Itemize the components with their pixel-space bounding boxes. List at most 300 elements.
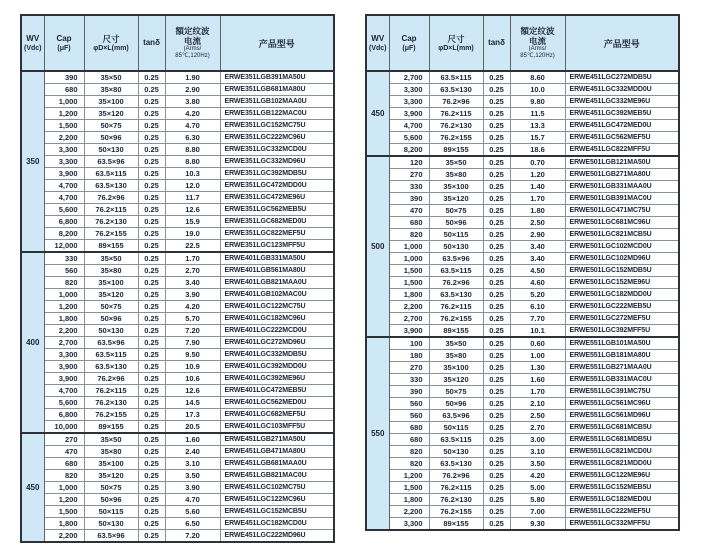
table-row bbox=[366, 108, 679, 120]
ripple-value: 7.70 bbox=[510, 313, 565, 325]
part-number: ERWE451LGB271MA50U bbox=[220, 433, 334, 446]
size-value: 35×100 bbox=[429, 362, 483, 374]
part-number: ERWE351LGC822MEF5U bbox=[220, 228, 334, 240]
table-row bbox=[366, 253, 679, 265]
ripple-value: 10.9 bbox=[165, 361, 220, 373]
table-row bbox=[366, 156, 679, 169]
size-value: 63.5×96 bbox=[84, 156, 138, 168]
col-header-wv-label: WV bbox=[26, 33, 40, 43]
tand-value: 0.25 bbox=[138, 204, 165, 216]
table-row bbox=[366, 205, 679, 217]
part-number: ERWE451LGC332ME96U bbox=[565, 96, 679, 108]
cap-value: 2,700 bbox=[389, 71, 429, 84]
cap-value: 3,900 bbox=[44, 373, 84, 385]
col-header-wv-unit: (Vdc) bbox=[24, 44, 42, 52]
part-number: ERWE501LGC222MEB5U bbox=[565, 301, 679, 313]
part-number: ERWE551LGC821MDD0U bbox=[565, 458, 679, 470]
cap-value: 470 bbox=[44, 446, 84, 458]
size-value: 76.2×155 bbox=[84, 409, 138, 421]
table-row bbox=[21, 265, 334, 277]
ripple-value: 7.90 bbox=[165, 337, 220, 349]
part-number: ERWE551LGC561MD96U bbox=[565, 410, 679, 422]
part-number: ERWE501LGC152MDB5U bbox=[565, 265, 679, 277]
size-value: 76.2×96 bbox=[429, 470, 483, 482]
ripple-value: 12.6 bbox=[165, 204, 220, 216]
size-value: 76.2×96 bbox=[84, 373, 138, 385]
ripple-value: 2.90 bbox=[510, 229, 565, 241]
cap-value: 1,000 bbox=[389, 253, 429, 265]
tand-value: 0.25 bbox=[483, 506, 510, 518]
cap-value: 820 bbox=[389, 229, 429, 241]
tand-value: 0.25 bbox=[483, 108, 510, 120]
part-number: ERWE401LGC182MC96U bbox=[220, 313, 334, 325]
table-row bbox=[21, 192, 334, 204]
ripple-value: 15.9 bbox=[165, 216, 220, 228]
part-number: ERWE351LGC332MCD0U bbox=[220, 144, 334, 156]
size-value: 76.2×130 bbox=[429, 120, 483, 132]
size-value: 76.2×155 bbox=[429, 132, 483, 144]
tand-value: 0.25 bbox=[483, 374, 510, 386]
col-header-cap-label: Cap bbox=[401, 33, 417, 43]
cap-value: 1,500 bbox=[44, 120, 84, 132]
tand-value: 0.25 bbox=[138, 192, 165, 204]
part-number: ERWE351LGC123MFF5U bbox=[220, 240, 334, 253]
col-header-size bbox=[84, 15, 138, 71]
size-value: 63.5×130 bbox=[429, 289, 483, 301]
col-header-ripple-unit2: 85℃,120Hz) bbox=[175, 53, 210, 59]
tand-value: 0.25 bbox=[483, 253, 510, 265]
tand-value: 0.25 bbox=[483, 301, 510, 313]
table-row bbox=[366, 446, 679, 458]
part-number: ERWE401LGC122MC75U bbox=[220, 301, 334, 313]
tand-value: 0.25 bbox=[138, 156, 165, 168]
col-header-cap bbox=[44, 15, 84, 71]
cap-value: 470 bbox=[389, 205, 429, 217]
table-row bbox=[366, 193, 679, 205]
col-header-wv-unit: (Vdc) bbox=[369, 44, 387, 52]
part-number: ERWE401LGC222MCD0U bbox=[220, 325, 334, 337]
table-row bbox=[21, 180, 334, 192]
ripple-value: 12.0 bbox=[165, 180, 220, 192]
cap-value: 3,300 bbox=[389, 518, 429, 531]
part-number: ERWE501LGC392MFF5U bbox=[565, 325, 679, 338]
wv-group-label: 400 bbox=[21, 252, 44, 433]
table-row bbox=[21, 84, 334, 96]
tand-value: 0.25 bbox=[483, 144, 510, 157]
tand-value: 0.25 bbox=[138, 289, 165, 301]
table-row bbox=[21, 71, 334, 84]
cap-value: 3,300 bbox=[389, 96, 429, 108]
size-value: 35×50 bbox=[429, 156, 483, 169]
tand-value: 0.25 bbox=[138, 168, 165, 180]
tand-value: 0.25 bbox=[138, 313, 165, 325]
cap-value: 3,900 bbox=[44, 168, 84, 180]
col-header-part bbox=[220, 15, 334, 71]
ripple-value: 4.60 bbox=[510, 277, 565, 289]
size-value: 35×120 bbox=[84, 470, 138, 482]
size-value: 89×155 bbox=[429, 325, 483, 338]
size-value: 76.2×130 bbox=[84, 216, 138, 228]
part-number: ERWE551LGC821MCD0U bbox=[565, 446, 679, 458]
table-row bbox=[366, 518, 679, 531]
part-number: ERWE351LGC222MC96U bbox=[220, 132, 334, 144]
wv-group-label: 450 bbox=[366, 71, 389, 156]
ripple-value: 2.40 bbox=[165, 446, 220, 458]
cap-value: 6,800 bbox=[44, 216, 84, 228]
size-value: 35×80 bbox=[84, 265, 138, 277]
tand-value: 0.25 bbox=[138, 361, 165, 373]
ripple-value: 12.6 bbox=[165, 385, 220, 397]
col-header-cap bbox=[389, 15, 429, 71]
size-value: 35×100 bbox=[84, 96, 138, 108]
cap-value: 1,500 bbox=[389, 277, 429, 289]
size-value: 50×96 bbox=[84, 313, 138, 325]
tand-value: 0.25 bbox=[138, 301, 165, 313]
tand-value: 0.25 bbox=[138, 349, 165, 361]
ripple-value: 14.5 bbox=[165, 397, 220, 409]
table-row bbox=[21, 337, 334, 349]
size-value: 35×120 bbox=[429, 374, 483, 386]
cap-value: 560 bbox=[44, 265, 84, 277]
ripple-value: 18.6 bbox=[510, 144, 565, 157]
size-value: 35×100 bbox=[429, 181, 483, 193]
cap-value: 1,800 bbox=[44, 518, 84, 530]
tand-value: 0.25 bbox=[483, 277, 510, 289]
table-row bbox=[366, 217, 679, 229]
cap-value: 1,200 bbox=[389, 470, 429, 482]
size-value: 63.5×96 bbox=[84, 530, 138, 543]
tand-value: 0.25 bbox=[138, 252, 165, 265]
part-number: ERWE451LGC222MD96U bbox=[220, 530, 334, 543]
part-number: ERWE451LGB821MAC0U bbox=[220, 470, 334, 482]
ripple-value: 2.70 bbox=[510, 422, 565, 434]
table-row bbox=[366, 362, 679, 374]
table-row bbox=[366, 350, 679, 362]
ripple-value: 3.50 bbox=[510, 458, 565, 470]
table-row bbox=[21, 530, 334, 543]
tand-value: 0.25 bbox=[138, 470, 165, 482]
ripple-value: 1.70 bbox=[165, 252, 220, 265]
cap-value: 3,300 bbox=[44, 156, 84, 168]
tand-value: 0.25 bbox=[138, 180, 165, 192]
tand-value: 0.25 bbox=[138, 228, 165, 240]
ripple-value: 0.70 bbox=[510, 156, 565, 169]
size-value: 63.5×130 bbox=[429, 458, 483, 470]
ripple-value: 1.80 bbox=[510, 205, 565, 217]
cap-value: 4,700 bbox=[389, 120, 429, 132]
tand-value: 0.25 bbox=[138, 325, 165, 337]
part-number: ERWE351LGC472MDD0U bbox=[220, 180, 334, 192]
ripple-value: 6.50 bbox=[165, 518, 220, 530]
cap-value: 680 bbox=[44, 458, 84, 470]
col-header-size-label: 尺寸 bbox=[102, 33, 120, 44]
table-row bbox=[21, 482, 334, 494]
cap-value: 12,000 bbox=[44, 240, 84, 253]
ripple-value: 1.00 bbox=[510, 350, 565, 362]
ripple-value: 10.6 bbox=[165, 373, 220, 385]
size-value: 50×130 bbox=[84, 518, 138, 530]
part-number: ERWE451LGC152MCB5U bbox=[220, 506, 334, 518]
cap-value: 4,700 bbox=[44, 180, 84, 192]
size-value: 35×50 bbox=[429, 337, 483, 350]
part-number: ERWE501LGC102MD96U bbox=[565, 253, 679, 265]
ripple-value: 3.00 bbox=[510, 434, 565, 446]
size-value: 63.5×130 bbox=[84, 180, 138, 192]
col-header-ripple-label1: 額定纹波 bbox=[520, 26, 555, 36]
tand-value: 0.25 bbox=[483, 446, 510, 458]
ripple-value: 5.00 bbox=[510, 482, 565, 494]
ripple-value: 7.20 bbox=[165, 325, 220, 337]
table-row bbox=[21, 132, 334, 144]
ripple-value: 19.0 bbox=[165, 228, 220, 240]
ripple-value: 5.80 bbox=[510, 494, 565, 506]
part-number: ERWE451LGB471MA80U bbox=[220, 446, 334, 458]
tand-value: 0.25 bbox=[483, 398, 510, 410]
size-value: 50×75 bbox=[429, 205, 483, 217]
col-header-part-label: 产品型号 bbox=[258, 38, 295, 49]
ripple-value: 13.3 bbox=[510, 120, 565, 132]
ripple-value: 2.70 bbox=[165, 265, 220, 277]
ripple-value: 4.70 bbox=[165, 120, 220, 132]
table-row bbox=[21, 313, 334, 325]
table-row bbox=[21, 409, 334, 421]
cap-value: 330 bbox=[389, 374, 429, 386]
col-header-tand-label: tanδ bbox=[488, 38, 505, 47]
size-value: 63.5×96 bbox=[429, 253, 483, 265]
cap-value: 1,500 bbox=[44, 506, 84, 518]
ripple-value: 20.5 bbox=[165, 421, 220, 434]
ripple-value: 2.50 bbox=[510, 410, 565, 422]
ripple-value: 3.90 bbox=[165, 289, 220, 301]
part-number: ERWE451LGC472MED0U bbox=[565, 120, 679, 132]
size-value: 76.2×96 bbox=[84, 192, 138, 204]
part-number: ERWE351LGC562MEB5U bbox=[220, 204, 334, 216]
size-value: 50×130 bbox=[84, 325, 138, 337]
table-row bbox=[366, 386, 679, 398]
table-row bbox=[366, 96, 679, 108]
tand-value: 0.25 bbox=[138, 132, 165, 144]
part-number: ERWE501LGB331MAA0U bbox=[565, 181, 679, 193]
col-header-part bbox=[565, 15, 679, 71]
cap-value: 1,800 bbox=[44, 313, 84, 325]
size-value: 76.2×155 bbox=[429, 313, 483, 325]
size-value: 76.2×115 bbox=[429, 482, 483, 494]
size-value: 63.5×115 bbox=[84, 168, 138, 180]
tand-value: 0.25 bbox=[483, 386, 510, 398]
cap-value: 820 bbox=[44, 470, 84, 482]
table-row bbox=[366, 398, 679, 410]
size-value: 50×96 bbox=[429, 217, 483, 229]
tand-value: 0.25 bbox=[483, 156, 510, 169]
table-row bbox=[21, 228, 334, 240]
size-value: 50×115 bbox=[429, 229, 483, 241]
table-row bbox=[366, 337, 679, 350]
col-header-ripple-unit1: (Arms/ bbox=[528, 46, 547, 52]
part-number: ERWE551LGC561MC96U bbox=[565, 398, 679, 410]
cap-value: 100 bbox=[389, 337, 429, 350]
table-row bbox=[366, 229, 679, 241]
wv-group-label: 550 bbox=[366, 337, 389, 530]
part-number: ERWE551LGC182MED0U bbox=[565, 494, 679, 506]
size-value: 63.5×115 bbox=[84, 349, 138, 361]
table-row bbox=[366, 494, 679, 506]
part-number: ERWE551LGC152MEB5U bbox=[565, 482, 679, 494]
size-value: 76.2×130 bbox=[84, 397, 138, 409]
tand-value: 0.25 bbox=[138, 240, 165, 253]
tand-value: 0.25 bbox=[138, 409, 165, 421]
ripple-value: 6.30 bbox=[165, 132, 220, 144]
ripple-value: 4.70 bbox=[165, 494, 220, 506]
tand-value: 0.25 bbox=[483, 482, 510, 494]
part-number: ERWE351LGB681MA80U bbox=[220, 84, 334, 96]
part-number: ERWE501LGB391MAC0U bbox=[565, 193, 679, 205]
table-row bbox=[21, 506, 334, 518]
col-header-tand bbox=[483, 15, 510, 71]
ripple-value: 1.70 bbox=[510, 193, 565, 205]
size-value: 50×115 bbox=[429, 422, 483, 434]
tand-value: 0.25 bbox=[138, 385, 165, 397]
ripple-value: 3.90 bbox=[165, 482, 220, 494]
table-row bbox=[366, 169, 679, 181]
tand-value: 0.25 bbox=[138, 506, 165, 518]
table-row bbox=[366, 241, 679, 253]
ripple-value: 1.30 bbox=[510, 362, 565, 374]
part-number: ERWE551LGC681MDB5U bbox=[565, 434, 679, 446]
cap-value: 3,300 bbox=[44, 144, 84, 156]
ripple-value: 10.3 bbox=[165, 168, 220, 180]
part-number: ERWE401LGC562MED0U bbox=[220, 397, 334, 409]
ripple-value: 1.70 bbox=[510, 386, 565, 398]
size-value: 63.5×115 bbox=[429, 71, 483, 84]
table-row bbox=[366, 434, 679, 446]
ripple-value: 3.80 bbox=[165, 96, 220, 108]
table-row bbox=[366, 422, 679, 434]
size-value: 50×130 bbox=[429, 446, 483, 458]
part-number: ERWE351LGC682MED0U bbox=[220, 216, 334, 228]
tand-value: 0.25 bbox=[138, 433, 165, 446]
table-row bbox=[366, 325, 679, 338]
col-header-ripple-unit1: (Arms/ bbox=[183, 46, 202, 52]
part-number: ERWE401LGC103MFF5U bbox=[220, 421, 334, 434]
tand-value: 0.25 bbox=[138, 216, 165, 228]
cap-value: 2,700 bbox=[389, 313, 429, 325]
size-value: 76.2×115 bbox=[429, 301, 483, 313]
ripple-value: 9.80 bbox=[510, 96, 565, 108]
cap-value: 1,000 bbox=[44, 482, 84, 494]
ripple-value: 8.80 bbox=[165, 156, 220, 168]
col-header-ripple-unit2: 85℃,120Hz) bbox=[520, 53, 555, 59]
tand-value: 0.25 bbox=[138, 265, 165, 277]
table-body-left bbox=[21, 71, 334, 542]
cap-value: 820 bbox=[389, 458, 429, 470]
table-row bbox=[366, 313, 679, 325]
table-row bbox=[366, 132, 679, 144]
table-row bbox=[21, 433, 334, 446]
part-number: ERWE551LGB331MAC0U bbox=[565, 374, 679, 386]
tand-value: 0.25 bbox=[483, 434, 510, 446]
size-value: 63.5×96 bbox=[429, 410, 483, 422]
cap-value: 270 bbox=[389, 362, 429, 374]
part-number: ERWE351LGC332MD96U bbox=[220, 156, 334, 168]
part-number: ERWE451LGC562MEF5U bbox=[565, 132, 679, 144]
cap-value: 270 bbox=[44, 433, 84, 446]
part-number: ERWE351LGB102MAA0U bbox=[220, 96, 334, 108]
part-number: ERWE551LGC122ME96U bbox=[565, 470, 679, 482]
size-value: 76.2×155 bbox=[429, 506, 483, 518]
cap-value: 390 bbox=[389, 193, 429, 205]
tand-value: 0.25 bbox=[483, 410, 510, 422]
table-row bbox=[21, 421, 334, 434]
cap-value: 2,200 bbox=[389, 301, 429, 313]
size-value: 35×120 bbox=[84, 289, 138, 301]
cap-value: 270 bbox=[389, 169, 429, 181]
table-row bbox=[366, 301, 679, 313]
part-number: ERWE401LGC392MDD0U bbox=[220, 361, 334, 373]
ripple-value: 7.20 bbox=[165, 530, 220, 543]
cap-value: 390 bbox=[44, 71, 84, 84]
part-number: ERWE401LGC682MEF5U bbox=[220, 409, 334, 421]
table-row bbox=[21, 518, 334, 530]
col-header-ripple bbox=[510, 15, 565, 71]
ripple-value: 4.50 bbox=[510, 265, 565, 277]
col-header-cap-label: Cap bbox=[56, 33, 72, 43]
ripple-value: 5.20 bbox=[510, 289, 565, 301]
tand-value: 0.25 bbox=[483, 458, 510, 470]
part-number: ERWE501LGC102MCD0U bbox=[565, 241, 679, 253]
tand-value: 0.25 bbox=[138, 518, 165, 530]
table-row bbox=[366, 181, 679, 193]
cap-value: 5,600 bbox=[389, 132, 429, 144]
table-row bbox=[21, 168, 334, 180]
table-row bbox=[21, 277, 334, 289]
ripple-value: 0.60 bbox=[510, 337, 565, 350]
ripple-value: 10.0 bbox=[510, 84, 565, 96]
ripple-value: 4.20 bbox=[165, 301, 220, 313]
cap-value: 4,700 bbox=[44, 385, 84, 397]
ripple-value: 17.3 bbox=[165, 409, 220, 421]
col-header-tand-label: tanδ bbox=[143, 38, 160, 47]
size-value: 63.5×96 bbox=[84, 337, 138, 349]
tand-value: 0.25 bbox=[483, 132, 510, 144]
ripple-value: 3.40 bbox=[510, 241, 565, 253]
cap-value: 330 bbox=[44, 252, 84, 265]
cap-value: 680 bbox=[389, 434, 429, 446]
spec-table-left bbox=[20, 14, 335, 543]
col-header-part-label: 产品型号 bbox=[603, 38, 640, 49]
col-header-ripple-label2: 电流 bbox=[528, 36, 546, 46]
size-value: 63.5×130 bbox=[84, 361, 138, 373]
col-header-size bbox=[429, 15, 483, 71]
ripple-value: 10.1 bbox=[510, 325, 565, 338]
table-row bbox=[366, 458, 679, 470]
table-row bbox=[366, 84, 679, 96]
table-row bbox=[21, 144, 334, 156]
part-number: ERWE451LGC122MC96U bbox=[220, 494, 334, 506]
tand-value: 0.25 bbox=[483, 470, 510, 482]
tand-value: 0.25 bbox=[138, 494, 165, 506]
table-row bbox=[366, 374, 679, 386]
part-number: ERWE451LGC392MEB5U bbox=[565, 108, 679, 120]
table-row bbox=[21, 385, 334, 397]
table-row bbox=[366, 144, 679, 157]
cap-value: 1,800 bbox=[389, 494, 429, 506]
table-row bbox=[21, 373, 334, 385]
cap-value: 820 bbox=[389, 446, 429, 458]
ripple-value: 8.80 bbox=[165, 144, 220, 156]
ripple-value: 2.90 bbox=[165, 84, 220, 96]
cap-value: 180 bbox=[389, 350, 429, 362]
size-value: 50×115 bbox=[84, 506, 138, 518]
